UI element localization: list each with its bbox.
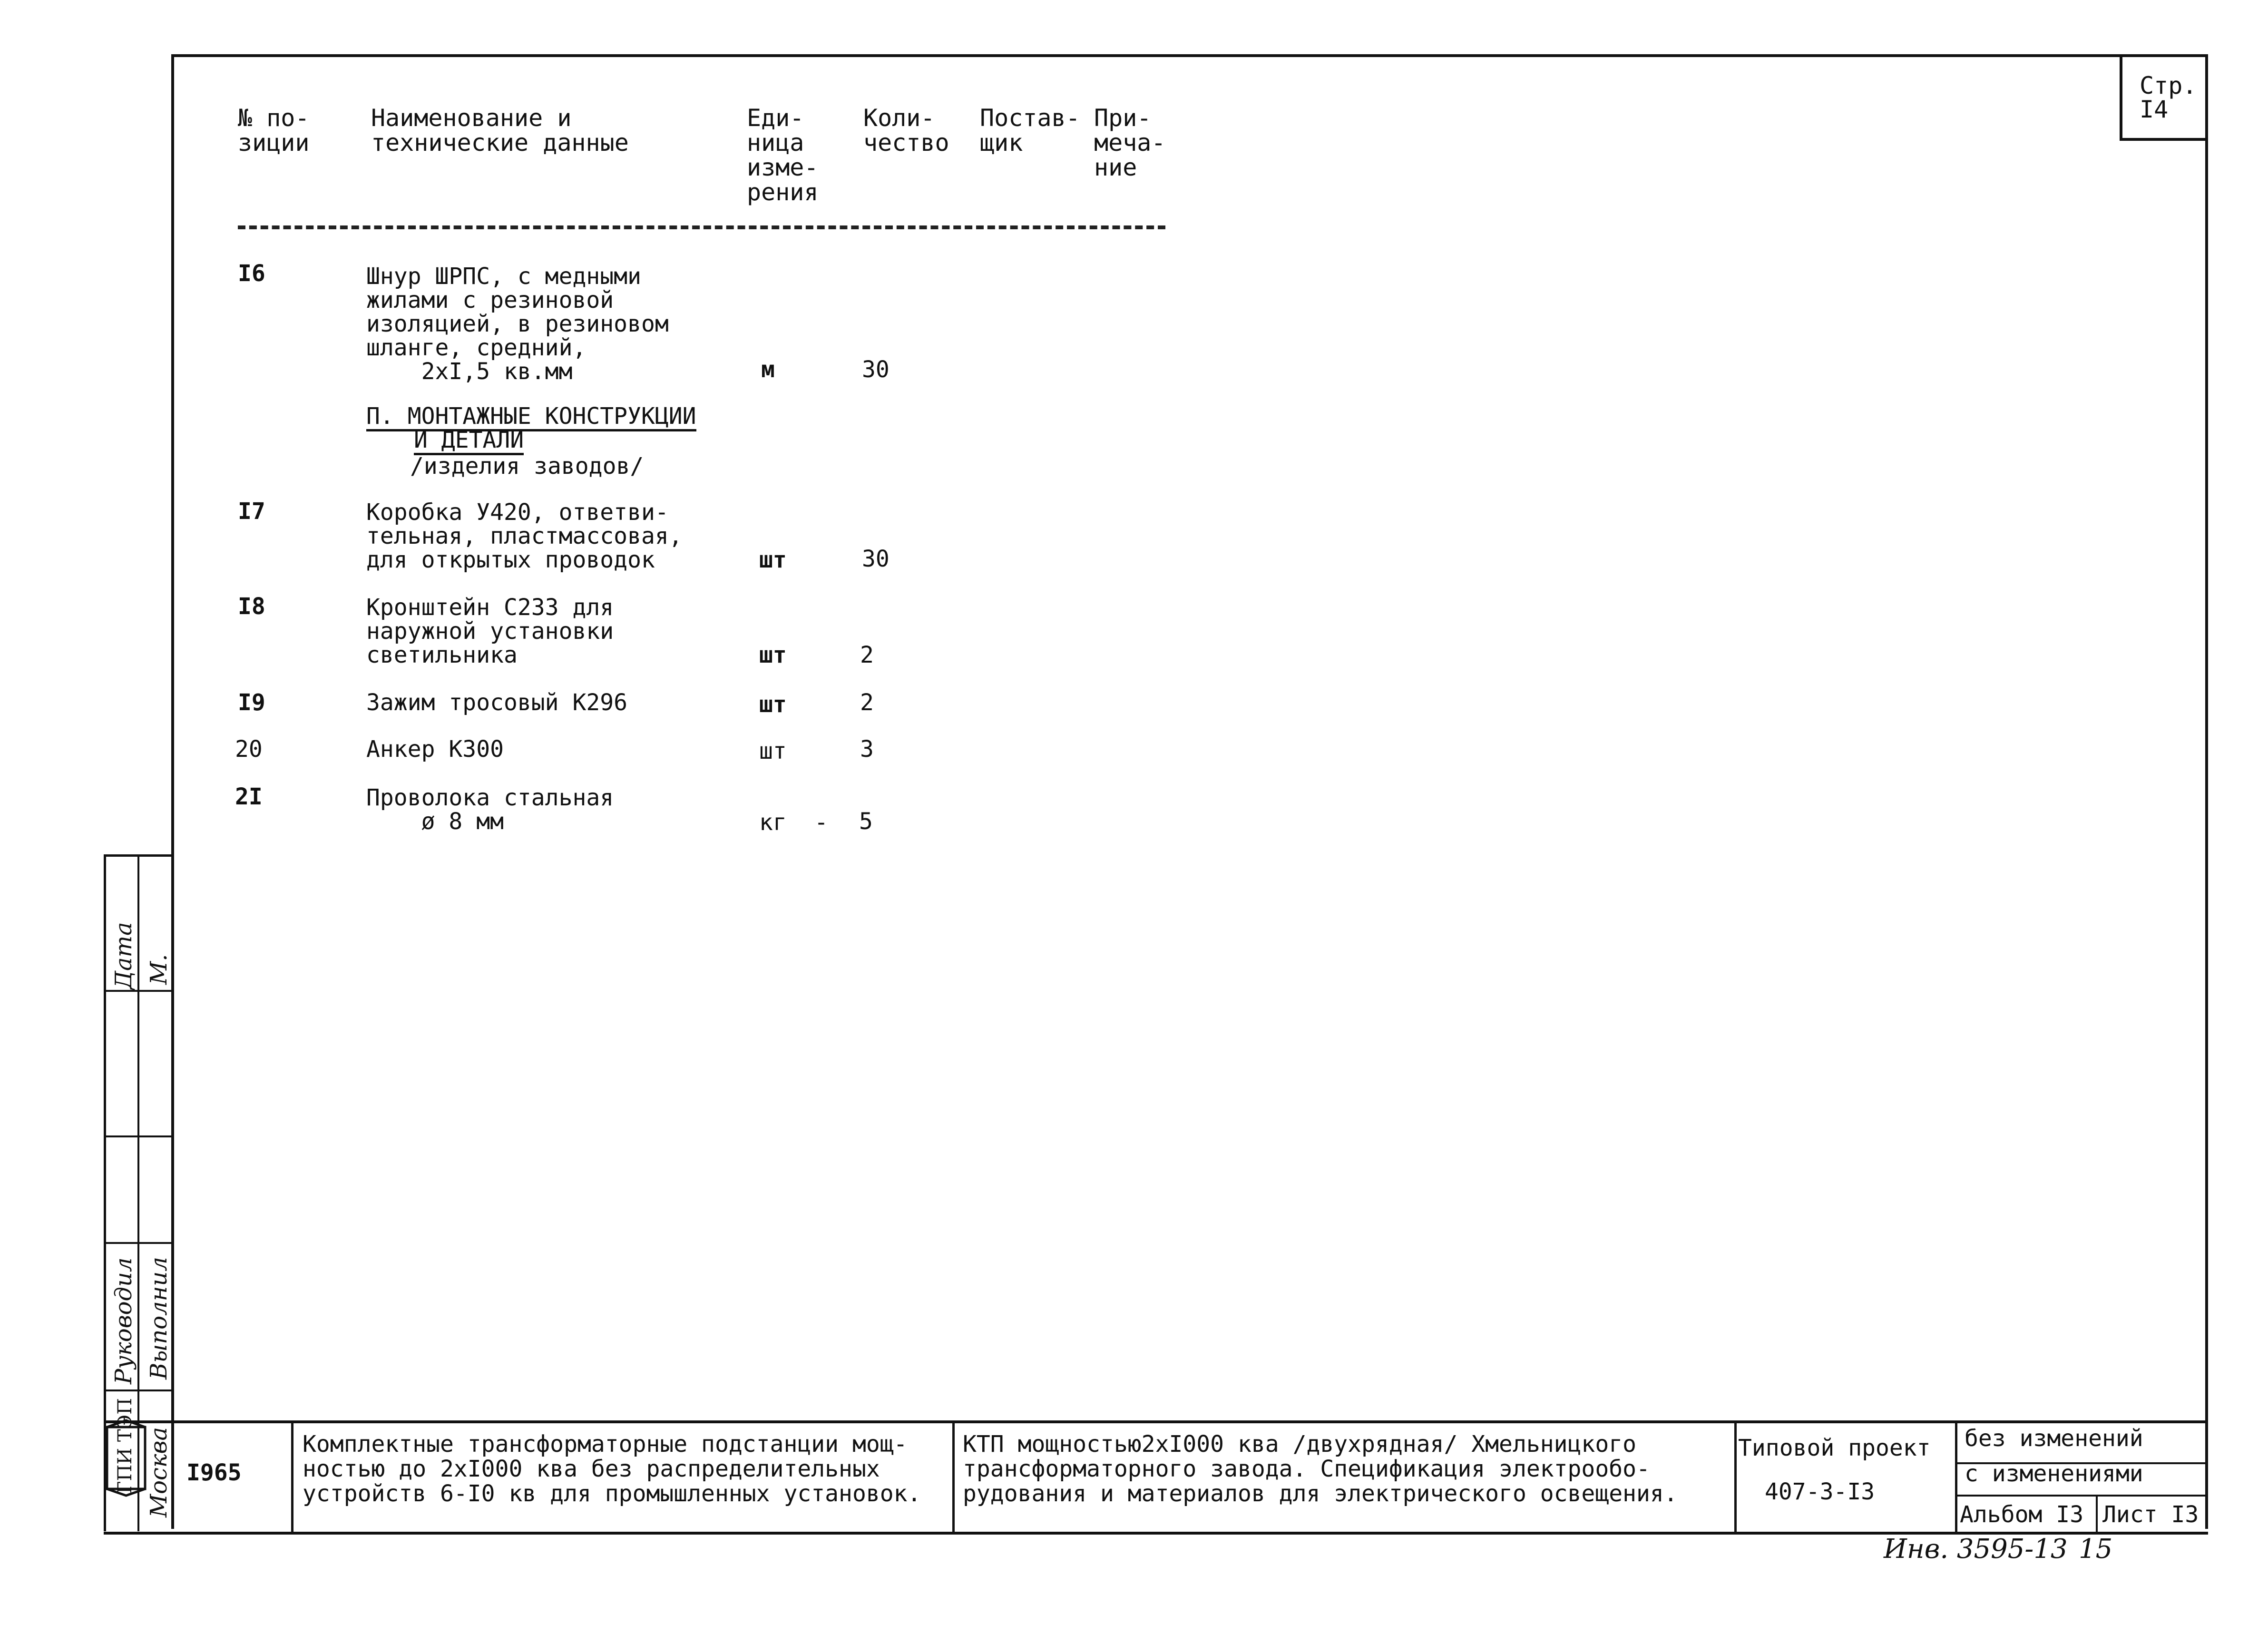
- unit-dash: -: [814, 809, 828, 836]
- inventory-page: 15: [2079, 1534, 2113, 1565]
- row-unit: шт: [759, 642, 787, 668]
- row-unit: м: [761, 356, 775, 383]
- section-heading-line3: /изделия заводов/: [410, 453, 644, 479]
- side-stamp-line-2: [106, 1135, 174, 1137]
- header-separator: [238, 225, 1165, 229]
- page-label: Стр.: [2140, 72, 2197, 99]
- tb-divider-2: [952, 1423, 955, 1532]
- tb-sheet: Лист I3: [2102, 1501, 2199, 1528]
- row-quantity: 30: [862, 546, 890, 572]
- tb-divider-4: [1955, 1423, 1957, 1532]
- row-name: Анкер К300: [366, 736, 504, 763]
- row-quantity: 2: [860, 689, 874, 716]
- col-header-unit: Еди- ница изме- рения: [747, 104, 819, 206]
- tb-project-label: Типовой проект: [1738, 1435, 1931, 1461]
- tb-year: I965: [186, 1459, 242, 1486]
- side-stamp-line-4: [106, 1389, 174, 1391]
- tb-status-line-2: [1955, 1495, 2208, 1497]
- section-heading-line2-text: И ДЕТАЛИ: [414, 428, 524, 455]
- row-unit: шт: [759, 738, 787, 764]
- section-heading-line2: [414, 428, 524, 455]
- col-header-name: Наименование и технические данные: [371, 104, 629, 157]
- row-position: 2I: [235, 783, 263, 810]
- row-name: Кронштейн С233 для наружной установки светильника: [366, 594, 614, 668]
- page-number-box: [2120, 54, 2208, 141]
- col-header-note: При- меча- ние: [1094, 104, 1166, 181]
- row-quantity: 30: [862, 356, 890, 383]
- row-position: I9: [238, 689, 265, 716]
- tb-album: Альбом I3: [1960, 1501, 2084, 1528]
- side-head-label: Руководил: [110, 1257, 137, 1384]
- side-stamp-line-3: [106, 1242, 174, 1244]
- side-stamp-line-1: [106, 990, 174, 992]
- frame-right: [2205, 54, 2208, 1529]
- tb-project-number: 407-3-I3: [1765, 1478, 1875, 1505]
- section-heading-line1-text: П. МОНТАЖНЫЕ КОНСТРУКЦИИ: [366, 404, 696, 431]
- page-number: I4: [2140, 96, 2169, 123]
- row-position: I7: [238, 498, 265, 525]
- tb-album-divider: [2096, 1495, 2098, 1532]
- tb-status-changed: с изменениями: [1965, 1460, 2143, 1487]
- tb-divider-3: [1734, 1423, 1737, 1532]
- col-header-supplier: Постав- щик: [980, 104, 1080, 157]
- row-name: Шнур ШРПС, с медными жилами с резиновой изоляцией, в резиновом шланге, средний, 2хI,5 кв.мм: [366, 263, 669, 385]
- row-unit: шт: [759, 691, 787, 718]
- side-performed-label: Выполнил: [146, 1257, 172, 1380]
- row-quantity: 5: [859, 808, 873, 835]
- logo-text: ГПИ ТЭП: [114, 1398, 136, 1494]
- frame-top: [171, 54, 2207, 57]
- col-header-position: № по- зиции: [238, 104, 310, 157]
- inventory-note: Инв. 3595-13: [1884, 1534, 2068, 1565]
- row-name: Зажим тросовый К296: [366, 689, 628, 716]
- tb-sheet-title: КТП мощностью2хI000 ква /двухрядная/ Хмельницкого трансформаторного завода. Спецификация электрообо- рудования и материалов для электрического освещения.: [963, 1431, 1678, 1507]
- row-position: I8: [238, 593, 265, 620]
- col-header-quantity: Коли- чество: [863, 104, 949, 157]
- tb-status-unchanged: без изменений: [1965, 1425, 2143, 1452]
- row-name: Коробка У420, ответви- тельная, пластмассовая, для открытых проводок: [366, 499, 683, 573]
- row-quantity: 3: [860, 736, 874, 763]
- side-date-label: Дата: [110, 922, 137, 989]
- side-m-label: М.: [146, 954, 172, 985]
- tb-divider-1: [291, 1423, 293, 1532]
- row-position: 20: [235, 736, 263, 763]
- row-unit: шт: [759, 547, 787, 573]
- side-city: Москва: [146, 1427, 172, 1517]
- row-position: I6: [238, 260, 265, 287]
- row-unit: кг: [759, 809, 787, 836]
- row-quantity: 2: [860, 642, 874, 668]
- tb-project-title: Комплектные трансформаторные подстанции мощ- ностью до 2хI000 ква без распределительных устройств 6-I0 кв для промышленных установок.: [303, 1431, 921, 1507]
- row-name: Проволока стальная ø 8 мм: [366, 784, 614, 835]
